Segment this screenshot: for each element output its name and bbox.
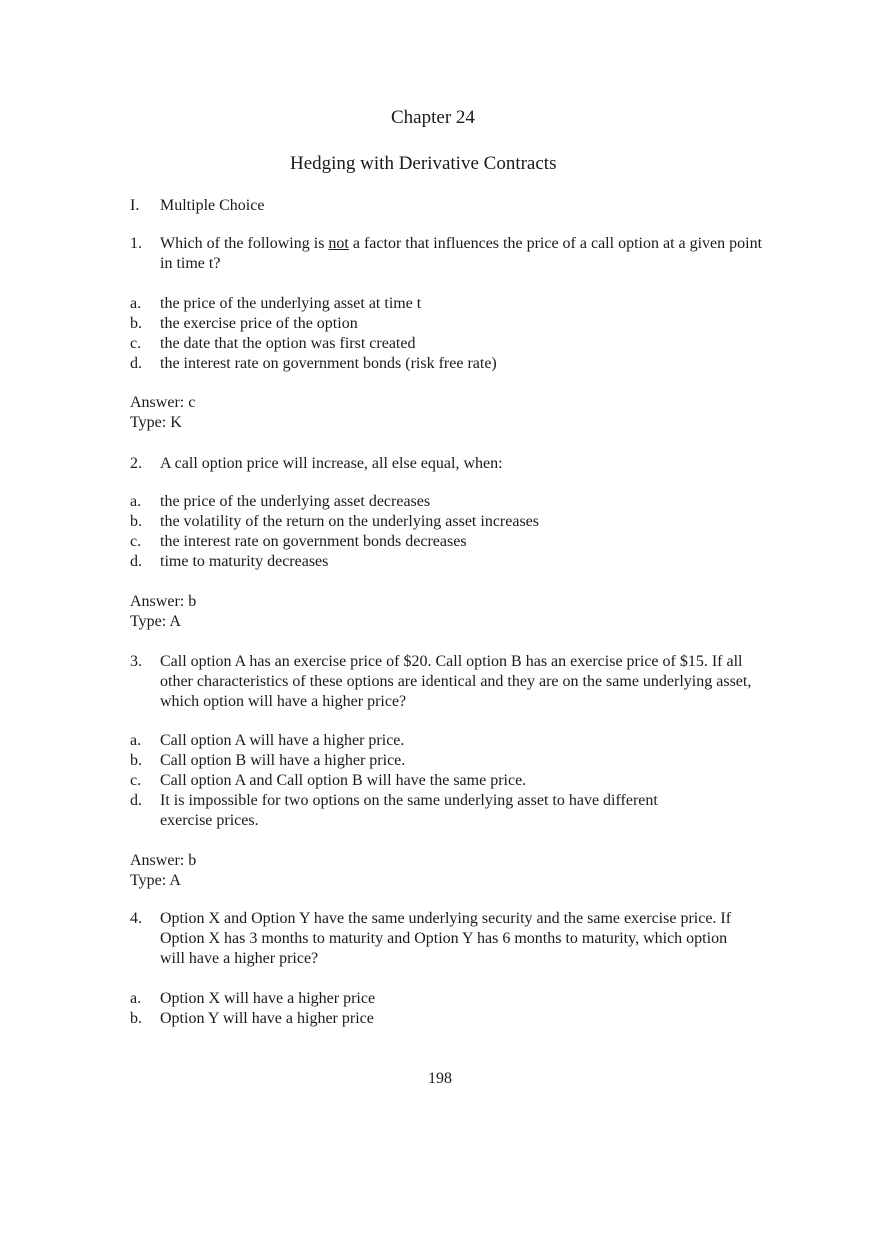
question-emphasis: not [328,235,349,252]
option-letter: d. [130,355,142,372]
option [130,552,770,572]
question-number: 1. [130,235,142,252]
page-number: 198 [428,1070,452,1087]
question-number: 4. [130,910,142,927]
option-letter: b. [130,1010,142,1027]
option [130,731,710,751]
option-letter: a. [130,493,142,510]
option-text: the price of the underlying asset decreases [160,493,431,510]
question-4-options [130,989,770,1029]
question-text-part: Which of the following is [160,235,329,252]
option-text: the interest rate on government bonds (risk free rate) [160,355,497,372]
question-2-options [130,492,770,572]
question-4 [130,909,755,969]
option [130,771,710,791]
option [130,751,710,771]
chapter-title: Hedging with Derivative Contracts [290,153,557,174]
option-text: Call option A and Call option B will have the same price. [160,772,527,789]
option-letter: b. [130,315,142,332]
answer-block [130,851,196,891]
option-text: the exercise price of the option [160,315,358,332]
question-2 [130,454,770,474]
section-number: I. [130,197,140,214]
option [130,294,770,314]
answer-text: Answer: b [130,593,197,610]
question-number: 3. [130,653,142,670]
question-text: Call option A has an exercise price of $20. Call option B has an exercise price of $15. If all other characteristics of these options are identical and they are on the same underlying asset, which option will have a higher price? [160,653,752,710]
option [130,532,770,552]
chapter-heading: Chapter 24 [391,107,475,128]
question-number: 2. [130,455,142,472]
option-text: time to maturity decreases [160,553,329,570]
option-text: Option Y will have a higher price [160,1010,374,1027]
option [130,334,770,354]
question-1 [130,234,770,274]
option-letter: b. [130,752,142,769]
option-text: the date that the option was first created [160,335,416,352]
option-letter: c. [130,772,142,789]
question-text: A call option price will increase, all else equal, when: [160,455,503,472]
question-3-options [130,731,710,831]
option [130,989,770,1009]
section-heading [130,196,264,216]
type-text: Type: A [130,613,181,630]
option-text: It is impossible for two options on the same underlying asset to have different exercise prices. [160,792,658,829]
question-text [160,234,770,274]
option-text: the interest rate on government bonds decreases [160,533,467,550]
option [130,314,770,334]
option [130,512,770,532]
option-text: Option X will have a higher price [160,990,376,1007]
option [130,492,770,512]
option-text: the price of the underlying asset at time t [160,295,422,312]
option-letter: a. [130,990,142,1007]
option-text: the volatility of the return on the underlying asset increases [160,513,539,530]
option [130,1009,770,1029]
answer-text: Answer: b [130,852,197,869]
option-text: Call option A will have a higher price. [160,732,405,749]
question-text-part: a factor that influences the price of a call option at a given point in time t? [160,235,763,272]
option-letter: a. [130,732,142,749]
option [130,354,770,374]
question-1-options [130,294,770,374]
option-text: Call option B will have a higher price. [160,752,406,769]
option [130,791,710,831]
option-letter: c. [130,335,142,352]
type-text: Type: A [130,872,181,889]
type-text: Type: K [130,414,182,431]
question-text: Option X and Option Y have the same underlying security and the same exercise price. If Option X has 3 months to maturity and Option Y has 6 months to maturity, which option will have a higher price? [160,910,732,967]
option-letter: a. [130,295,142,312]
answer-block [130,393,195,433]
answer-text: Answer: c [130,394,196,411]
option-letter: d. [130,792,142,809]
option-letter: d. [130,553,142,570]
question-3 [130,652,760,712]
option-letter: c. [130,533,142,550]
section-label: Multiple Choice [160,197,265,214]
answer-block [130,592,196,632]
option-letter: b. [130,513,142,530]
